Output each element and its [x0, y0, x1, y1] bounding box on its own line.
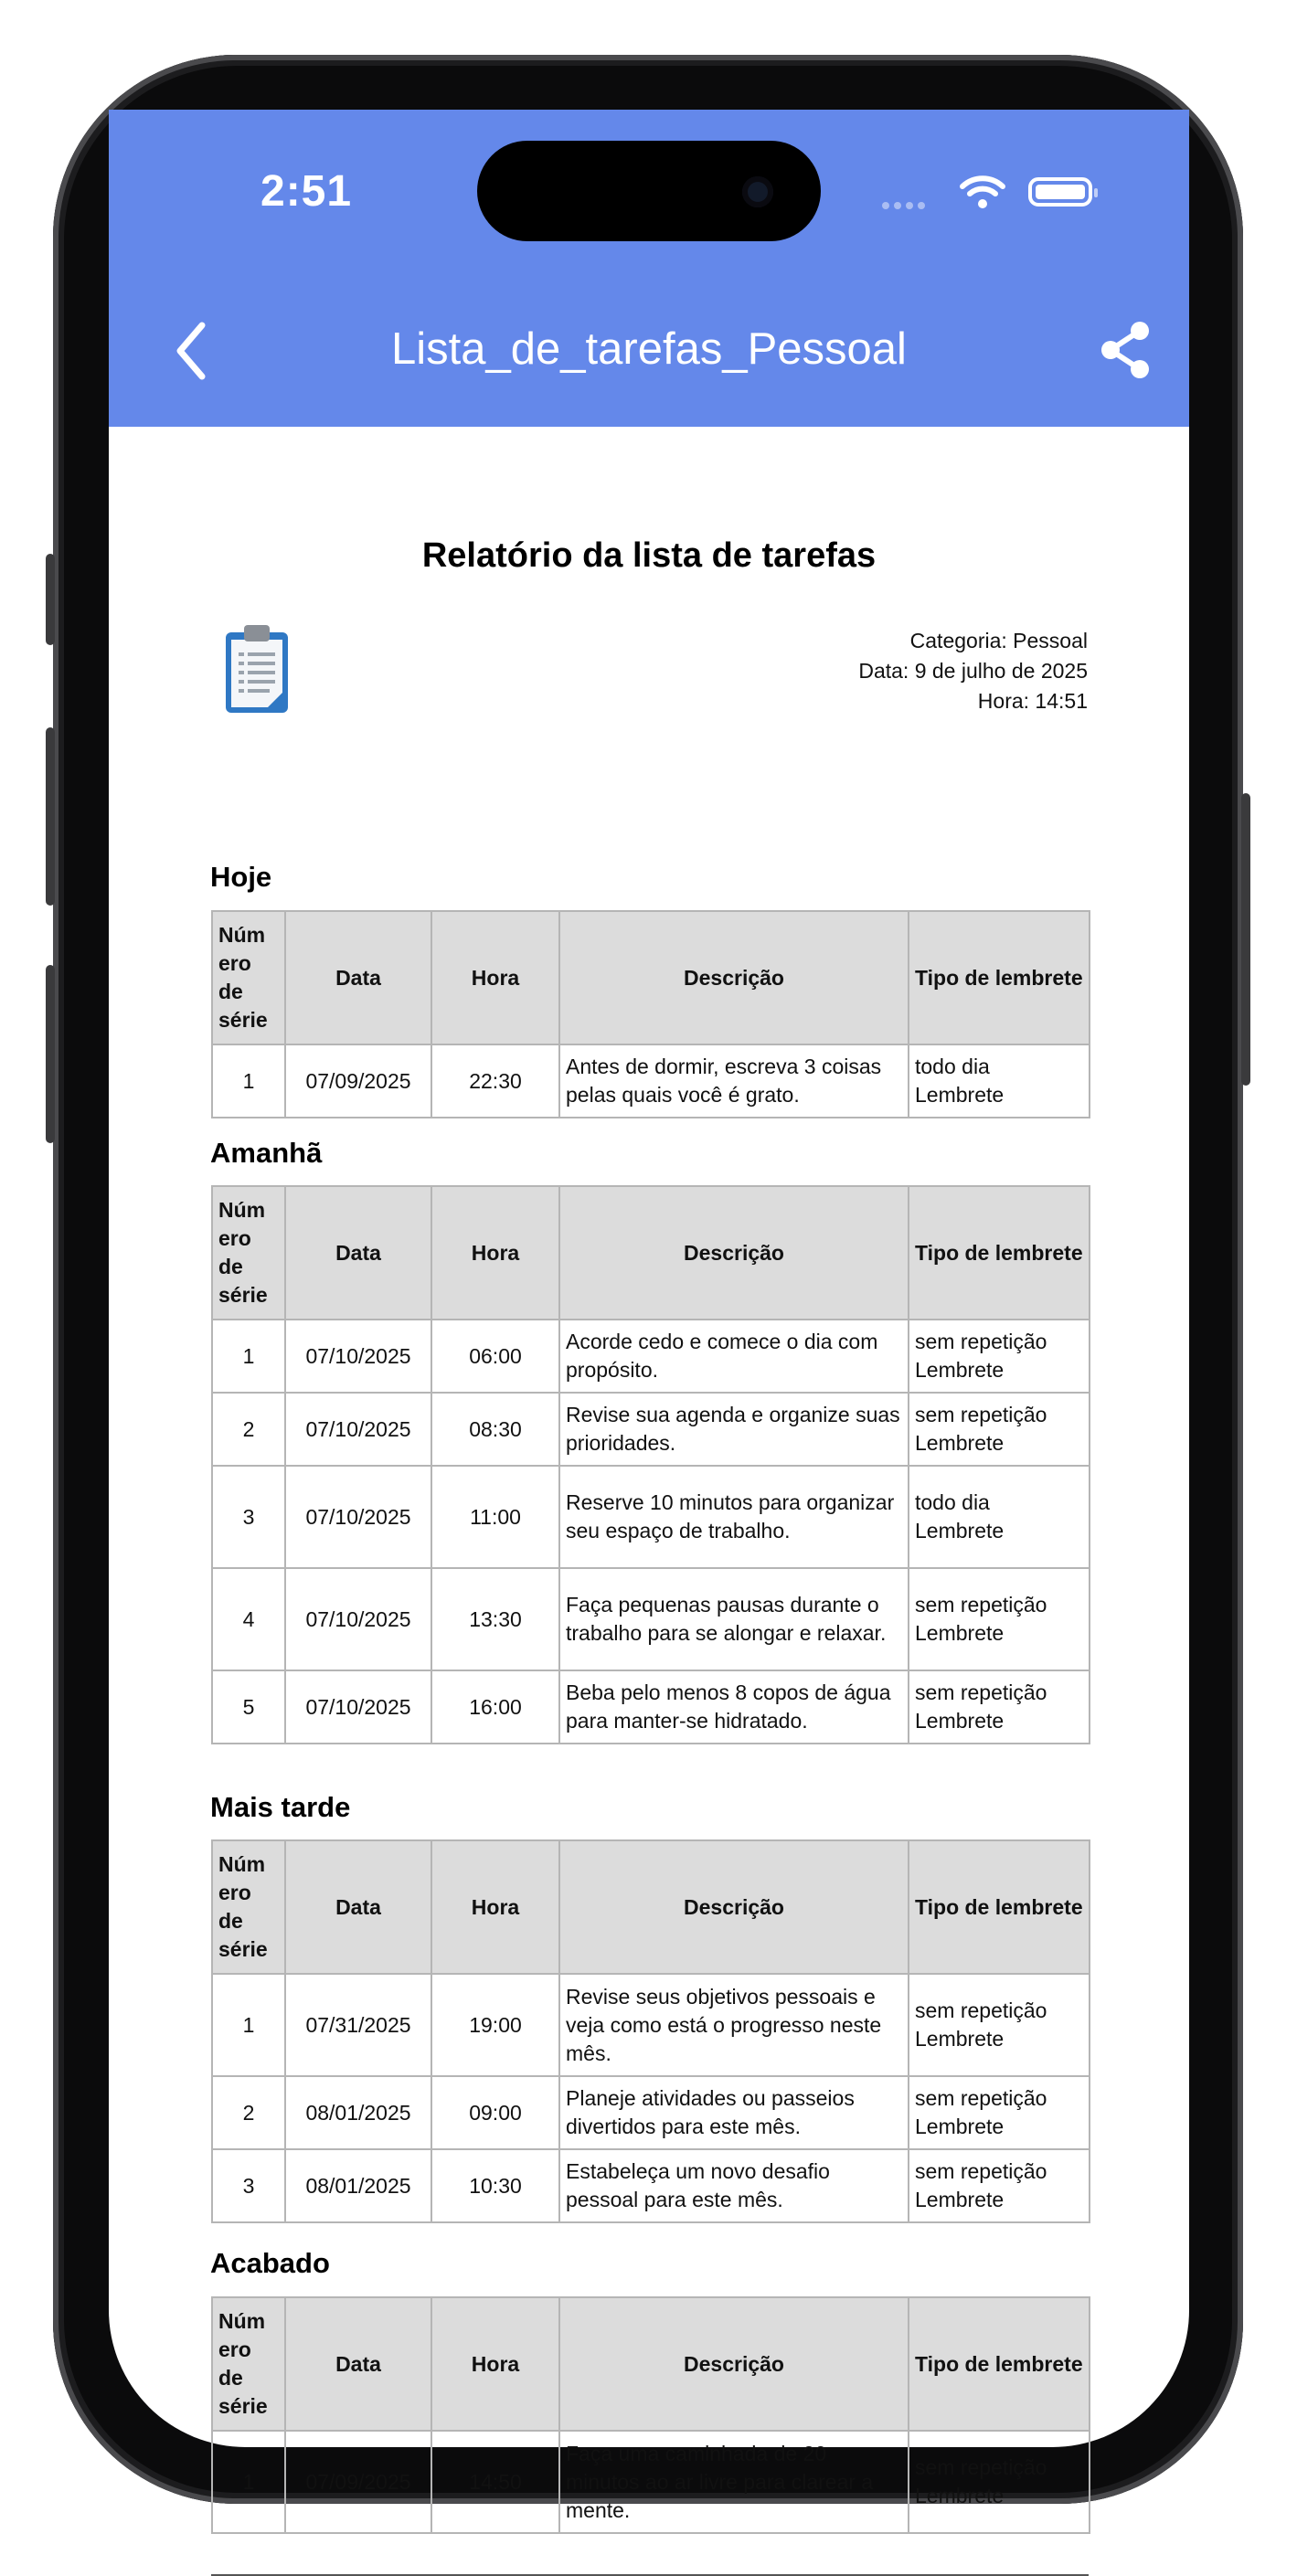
task-table: [211, 1839, 1090, 2223]
dynamic-island: [477, 141, 821, 241]
header-serial-number: Núm ero de série: [212, 911, 285, 1044]
report-title: Relatório da lista de tarefas: [421, 536, 877, 575]
serial-number-cell: 1: [212, 2431, 285, 2533]
task-table: [211, 2296, 1090, 2534]
reminder-type-cell: sem repetição Lembrete: [909, 1320, 1090, 1393]
share-icon[interactable]: [1098, 320, 1153, 380]
app-title: Lista_de_tarefas_Pessoal: [391, 324, 907, 374]
table-row[interactable]: [212, 2431, 1090, 2533]
description-cell: Planeje atividades ou passeios divertidos para este mês.: [559, 2076, 909, 2149]
reminder-type-cell: sem repetição Lembrete: [909, 1670, 1090, 1744]
time-cell: 08:30: [431, 1393, 559, 1466]
table-header-row: [212, 911, 1090, 1044]
time-cell: 22:30: [431, 1044, 559, 1118]
header-reminder-type: Tipo de lembrete: [909, 1840, 1090, 1974]
date-cell: 07/10/2025: [285, 1568, 431, 1670]
wifi-icon: [959, 174, 1006, 210]
front-camera: [742, 176, 773, 207]
section-title: Amanhã: [210, 1137, 323, 1169]
time-cell: 06:00: [431, 1320, 559, 1393]
header-time: Hora: [431, 2297, 559, 2431]
reminder-type-cell: todo dia Lembrete: [909, 1466, 1090, 1568]
header-date: Data: [285, 1186, 431, 1320]
action-button: [46, 554, 55, 645]
header-description: Descrição: [559, 1186, 909, 1320]
header-date: Data: [285, 1840, 431, 1974]
serial-number-cell: 1: [212, 1044, 285, 1118]
header-description: Descrição: [559, 1840, 909, 1974]
report-time: Hora: 14:51: [977, 689, 1088, 713]
description-cell: Reserve 10 minutos para organizar seu espaço de trabalho.: [559, 1466, 909, 1568]
reminder-type-cell: sem repetição Lembrete: [909, 2076, 1090, 2149]
table-header-row: [212, 2297, 1090, 2431]
description-cell: Faça uma caminhada de 20 minutos ao ar livre para clarear a mente.: [559, 2431, 909, 2533]
description-cell: Beba pelo menos 8 copos de água para manter-se hidratado.: [559, 1670, 909, 1744]
header-date: Data: [285, 911, 431, 1044]
header-reminder-type: Tipo de lembrete: [909, 2297, 1090, 2431]
table-row[interactable]: [212, 1974, 1090, 2076]
table-row[interactable]: [212, 2076, 1090, 2149]
header-date: Data: [285, 2297, 431, 2431]
table-row[interactable]: [212, 1670, 1090, 1744]
header-time: Hora: [431, 1186, 559, 1320]
report-meta: [858, 626, 1088, 716]
header-description: Descrição: [559, 911, 909, 1044]
table-row[interactable]: [212, 1320, 1090, 1393]
serial-number-cell: 4: [212, 1568, 285, 1670]
report-document[interactable]: [109, 427, 1189, 2528]
volume-up-button: [46, 727, 55, 906]
description-cell: Antes de dormir, escreva 3 coisas pelas quais você é grato.: [559, 1044, 909, 1118]
time-cell: 13:30: [431, 1568, 559, 1670]
serial-number-cell: 3: [212, 2149, 285, 2222]
header-serial-number: Núm ero de série: [212, 1186, 285, 1320]
power-button: [1241, 793, 1250, 1086]
reminder-type-cell: sem repetição Lembrete: [909, 1568, 1090, 1670]
time-cell: 11:00: [431, 1466, 559, 1568]
time-cell: 16:00: [431, 1670, 559, 1744]
table-header-row: [212, 1840, 1090, 1974]
clipboard-icon: [224, 623, 290, 715]
table-header-row: [212, 1186, 1090, 1320]
table-row[interactable]: [212, 2149, 1090, 2222]
date-cell: 07/09/2025: [285, 1044, 431, 1118]
section-title: Hoje: [210, 861, 272, 893]
date-cell: 07/10/2025: [285, 1393, 431, 1466]
cellular-signal-icon: [882, 197, 930, 214]
table-row[interactable]: [212, 1044, 1090, 1118]
header-time: Hora: [431, 911, 559, 1044]
task-table: [211, 1185, 1090, 1744]
description-cell: Revise sua agenda e organize suas prioridades.: [559, 1393, 909, 1466]
reminder-type-cell: sem repetição Lembrete: [909, 1393, 1090, 1466]
date-cell: 07/09/2025: [285, 2431, 431, 2533]
status-time: 2:51: [260, 167, 353, 216]
date-cell: 07/10/2025: [285, 1320, 431, 1393]
report-date: Data: 9 de julho de 2025: [858, 659, 1088, 683]
date-cell: 08/01/2025: [285, 2076, 431, 2149]
reminder-type-cell: sem repetição Lembrete: [909, 2431, 1090, 2533]
header-serial-number: Núm ero de série: [212, 1840, 285, 1974]
table-row[interactable]: [212, 1393, 1090, 1466]
header-reminder-type: Tipo de lembrete: [909, 1186, 1090, 1320]
serial-number-cell: 2: [212, 1393, 285, 1466]
description-cell: Revise seus objetivos pessoais e veja como está o progresso neste mês.: [559, 1974, 909, 2076]
serial-number-cell: 5: [212, 1670, 285, 1744]
date-cell: 08/01/2025: [285, 2149, 431, 2222]
date-cell: 07/10/2025: [285, 1466, 431, 1568]
serial-number-cell: 2: [212, 2076, 285, 2149]
description-cell: Acorde cedo e comece o dia com propósito.: [559, 1320, 909, 1393]
serial-number-cell: 1: [212, 1320, 285, 1393]
serial-number-cell: 1: [212, 1974, 285, 2076]
time-cell: 14:50: [431, 2431, 559, 2533]
app-bar: [109, 110, 1189, 427]
date-cell: 07/31/2025: [285, 1974, 431, 2076]
table-row[interactable]: [212, 1568, 1090, 1670]
reminder-type-cell: todo dia Lembrete: [909, 1044, 1090, 1118]
task-table: [211, 910, 1090, 1118]
header-description: Descrição: [559, 2297, 909, 2431]
date-cell: 07/10/2025: [285, 1670, 431, 1744]
time-cell: 19:00: [431, 1974, 559, 2076]
report-category: Categoria: Pessoal: [909, 629, 1088, 652]
table-row[interactable]: [212, 1466, 1090, 1568]
reminder-type-cell: sem repetição Lembrete: [909, 2149, 1090, 2222]
serial-number-cell: 3: [212, 1466, 285, 1568]
header-serial-number: Núm ero de série: [212, 2297, 285, 2431]
header-reminder-type: Tipo de lembrete: [909, 911, 1090, 1044]
screen: [109, 110, 1189, 2522]
battery-icon: [1028, 177, 1092, 207]
section-title: Mais tarde: [210, 1791, 351, 1823]
section-title: Acabado: [210, 2247, 330, 2279]
description-cell: Estabeleça um novo desafio pessoal para este mês.: [559, 2149, 909, 2222]
time-cell: 10:30: [431, 2149, 559, 2222]
volume-down-button: [46, 965, 55, 1143]
reminder-type-cell: sem repetição Lembrete: [909, 1974, 1090, 2076]
description-cell: Faça pequenas pausas durante o trabalho para se alongar e relaxar.: [559, 1568, 909, 1670]
header-time: Hora: [431, 1840, 559, 1974]
time-cell: 09:00: [431, 2076, 559, 2149]
